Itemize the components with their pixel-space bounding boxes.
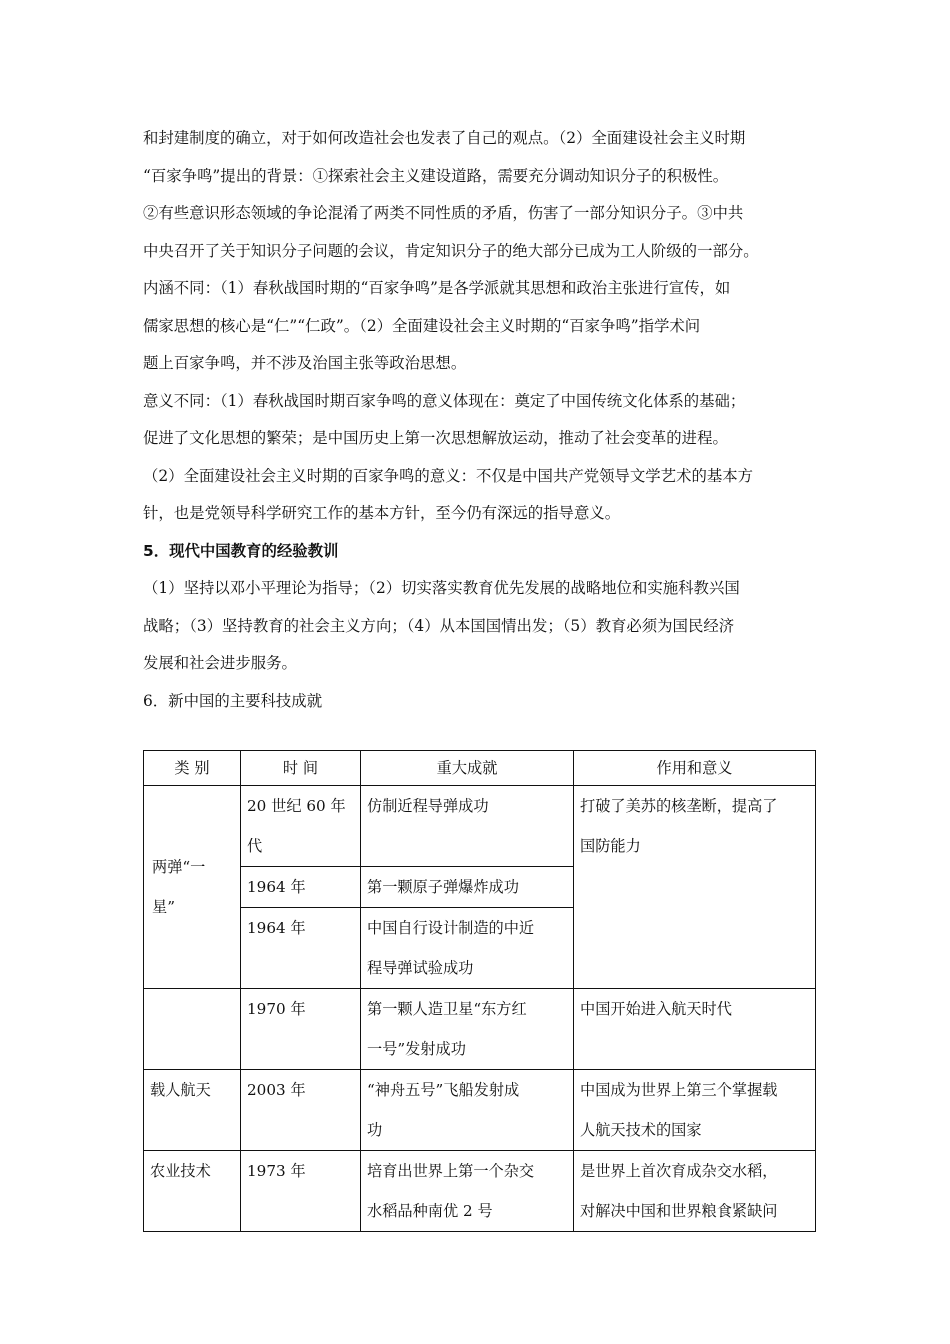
paragraph-line: 题上百家争鸣，并不涉及治国主张等政治思想。 [143,354,467,372]
time-cell: 2003 年 [241,1070,361,1151]
section-5-line: 战略；（3）坚持教育的社会主义方向；（4）从本国国情出发；（5）教育必须为国民经济 [143,616,735,635]
category-cell: 农业技术 [144,1151,241,1232]
paragraph-line: 儒家思想的核心是“仁”“仁政”。（2）全面建设社会主义时期的“百家争鸣”指学术问 [143,316,701,335]
paragraph-line: 和封建制度的确立，对于如何改造社会也发表了自己的观点。（2）全面建设社会主义时期 [143,129,746,147]
time-cell: 1970 年 [241,989,361,1070]
paragraph-line: 内涵不同：（1）春秋战国时期的“百家争鸣”是各学派就其思想和政治主张进行宣传，如 [143,279,731,297]
significance-cell: 中国开始进入航天时代 [574,989,816,1070]
header-category: 类 别 [144,751,241,786]
achievement-cell: 中国自行设计制造的中近 程导弹试验成功 [361,908,574,989]
paragraph-line: （2）全面建设社会主义时期的百家争鸣的意义：不仅是中国共产党领导文学艺术的基本方 [143,466,754,485]
table-row [144,786,816,867]
category-cell: 载人航天 [144,1070,241,1151]
table-row [144,1070,816,1151]
table-header-row [144,751,816,786]
header-significance: 作用和意义 [574,751,816,786]
paragraph-line: 促进了文化思想的繁荣；是中国历史上第一次思想解放运动，推动了社会变革的进程。 [143,429,728,447]
time-cell: 20 世纪 60 年 代 [241,786,361,867]
significance-cell: 是世界上首次育成杂交水稻， 对解决中国和世界粮食紧缺问 [574,1151,816,1232]
significance-cell: 打破了美苏的核垄断，提高了 国防能力 [574,786,816,989]
header-time: 时 间 [241,751,361,786]
paragraph-line: 针，也是党领导科学研究工作的基本方针，至今仍有深远的指导意义。 [143,504,621,522]
achievement-cell: 培育出世界上第一个杂交 水稻品种南优 2 号 [361,1151,574,1232]
achievements-table [143,750,816,1232]
achievement-cell: 仿制近程导弹成功 [361,786,574,867]
section-5-line: 发展和社会进步服务。 [143,654,297,672]
achievement-cell: 第一颗人造卫星“东方红 一号”发射成功 [361,989,574,1070]
paragraph-line: ②有些意识形态领域的争论混淆了两类不同性质的矛盾，伤害了一部分知识分子。③中共 [143,204,744,222]
section-6-heading: 6．新中国的主要科技成就 [143,691,323,710]
paragraph-line: 中央召开了关于知识分子问题的会议，肯定知识分子的绝大部分已成为工人阶级的一部分。 [143,241,759,260]
paragraph-line: “百家争鸣”提出的背景：①探索社会主义建设道路，需要充分调动知识分子的积极性。 [143,166,729,185]
significance-cell: 中国成为世界上第三个掌握载 人航天技术的国家 [574,1070,816,1151]
body-text [143,120,815,720]
table-row [144,989,816,1070]
header-achievement: 重大成就 [361,751,574,786]
paragraph-line: 意义不同：（1）春秋战国时期百家争鸣的意义体现在：奠定了中国传统文化体系的基础； [143,391,746,410]
section-5-line: （1）坚持以邓小平理论为指导；（2）切实落实教育优先发展的战略地位和实施科教兴国 [143,579,740,597]
achievement-cell: 第一颗原子弹爆炸成功 [361,867,574,908]
achievement-cell: “神舟五号”飞船发射成 功 [361,1070,574,1151]
category-cell-continued [144,989,241,1070]
time-cell: 1964 年 [241,908,361,989]
time-cell: 1964 年 [241,867,361,908]
time-cell: 1973 年 [241,1151,361,1232]
category-cell: 两弹“一 星” [144,786,241,989]
section-5-heading: 5．现代中国教育的经验教训 [143,541,339,560]
table-row [144,1151,816,1232]
